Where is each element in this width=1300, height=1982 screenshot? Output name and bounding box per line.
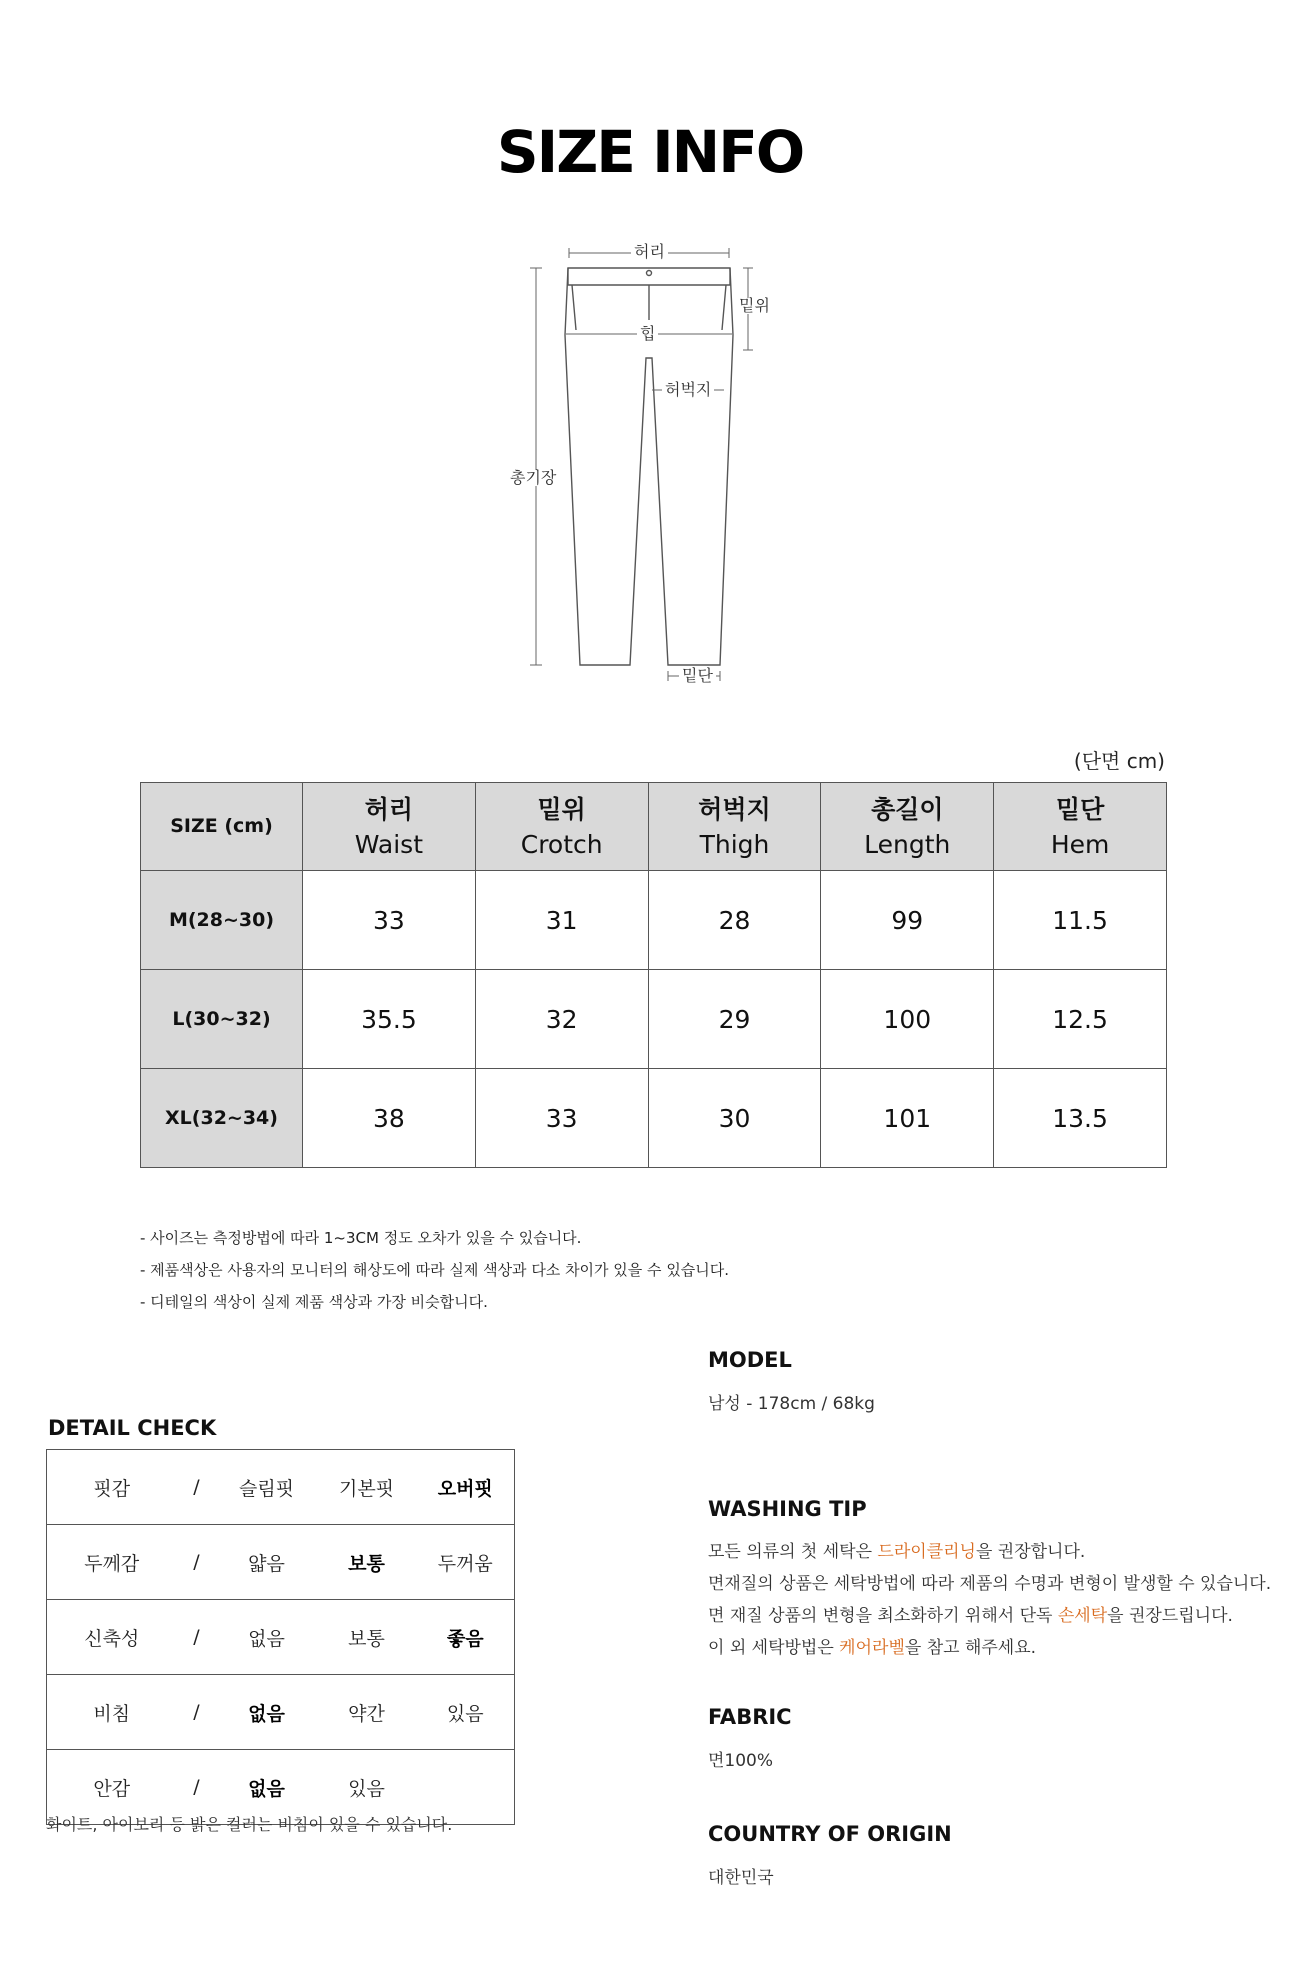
- column-header-waist: 허리 Waist: [303, 783, 476, 871]
- column-header-thigh: 허벅지 Thigh: [648, 783, 821, 871]
- detail-check-note: 화이트, 아이보리 등 밝은 컬러는 비침이 있을 수 있습니다.: [46, 1815, 453, 1834]
- table-cell: 13.5: [994, 1069, 1167, 1168]
- row-size-label: M(28~30): [141, 871, 303, 970]
- table-cell: 35.5: [303, 970, 476, 1069]
- washing-highlight: 드라이클리닝: [877, 1542, 976, 1562]
- detail-option: 있음: [317, 1750, 417, 1825]
- row-size-label: L(30~32): [141, 970, 303, 1069]
- detail-separator: /: [177, 1525, 217, 1600]
- diagram-label-hip: 힙: [637, 326, 658, 342]
- detail-option: 없음: [217, 1600, 317, 1675]
- note-line: - 제품색상은 사용자의 모니터의 해상도에 따라 실제 색상과 다소 차이가 있을 수 있습니다.: [140, 1261, 730, 1279]
- detail-label: 핏감: [47, 1450, 177, 1525]
- model-text: 남성 - 178cm / 68kg: [708, 1394, 875, 1414]
- diagram-label-thigh: 허벅지: [662, 382, 714, 398]
- detail-option-selected: 보통: [317, 1525, 417, 1600]
- table-cell: 101: [821, 1069, 994, 1168]
- diagram-label-crotch: 밑위: [736, 298, 773, 314]
- detail-option-selected: 없음: [217, 1750, 317, 1825]
- table-cell: 12.5: [994, 970, 1167, 1069]
- detail-label: 안감: [47, 1750, 177, 1825]
- detail-separator: /: [177, 1675, 217, 1750]
- washing-highlight: 케어라벨: [839, 1638, 905, 1658]
- table-row: [141, 1069, 1167, 1168]
- detail-option: 약간: [317, 1675, 417, 1750]
- washing-text: [708, 1536, 1271, 1664]
- detail-row-stretch: [47, 1600, 515, 1675]
- column-header-crotch: 밑위 Crotch: [475, 783, 648, 871]
- table-cell: 38: [303, 1069, 476, 1168]
- table-cell: 28: [648, 871, 821, 970]
- page-title: SIZE INFO: [496, 118, 804, 186]
- table-cell: 11.5: [994, 871, 1167, 970]
- detail-option: 슬림핏: [217, 1450, 317, 1525]
- detail-option: 보통: [317, 1600, 417, 1675]
- column-header-length: 총길이 Length: [821, 783, 994, 871]
- table-cell: 29: [648, 970, 821, 1069]
- detail-row-thickness: [47, 1525, 515, 1600]
- detail-option-selected: 오버핏: [417, 1450, 515, 1525]
- row-size-label: XL(32~34): [141, 1069, 303, 1168]
- detail-option-selected: 없음: [217, 1675, 317, 1750]
- diagram-label-length: 총기장: [507, 470, 559, 486]
- detail-row-sheerness: [47, 1675, 515, 1750]
- diagram-label-waist: 허리: [631, 244, 668, 260]
- table-cell: 33: [303, 871, 476, 970]
- origin-text: 대한민국: [708, 1868, 774, 1888]
- washing-line-1: 모든 의류의 첫 세탁은 드라이클리닝을 권장합니다.: [708, 1542, 1086, 1562]
- note-line: - 사이즈는 측정방법에 따라 1~3CM 정도 오차가 있을 수 있습니다.: [140, 1229, 582, 1247]
- size-table-corner: SIZE (cm): [141, 783, 303, 871]
- washing-line-4: 이 외 세탁방법은 케어라벨을 참고 해주세요.: [708, 1638, 1037, 1658]
- fabric-title: FABRIC: [708, 1705, 792, 1729]
- table-cell: 99: [821, 871, 994, 970]
- table-row: [141, 871, 1167, 970]
- washing-line-2: 면재질의 상품은 세탁방법에 따라 제품의 수명과 변형이 발생할 수 있습니다.: [708, 1574, 1272, 1594]
- detail-label: 신축성: [47, 1600, 177, 1675]
- size-notes: [140, 1222, 729, 1318]
- detail-option: 두꺼움: [417, 1525, 515, 1600]
- detail-label: 두께감: [47, 1525, 177, 1600]
- pants-diagram: [480, 240, 820, 710]
- detail-label: 비침: [47, 1675, 177, 1750]
- detail-option: 기본핏: [317, 1450, 417, 1525]
- table-cell: 32: [475, 970, 648, 1069]
- detail-option-selected: 좋음: [417, 1600, 515, 1675]
- detail-option: 얇음: [217, 1525, 317, 1600]
- detail-option: 있음: [417, 1675, 515, 1750]
- detail-check-title: DETAIL CHECK: [48, 1416, 217, 1440]
- unit-note: (단면 cm): [1073, 749, 1165, 773]
- washing-highlight: 손세탁: [1057, 1606, 1108, 1626]
- detail-check-table: [46, 1449, 515, 1825]
- note-line: - 디테일의 색상이 실제 제품 색상과 가장 비슷합니다.: [140, 1293, 488, 1311]
- table-cell: 30: [648, 1069, 821, 1168]
- model-title: MODEL: [708, 1348, 792, 1372]
- column-header-hem: 밑단 Hem: [994, 783, 1167, 871]
- table-row: [141, 970, 1167, 1069]
- table-cell: 33: [475, 1069, 648, 1168]
- size-table: [140, 782, 1167, 1168]
- detail-separator: /: [177, 1450, 217, 1525]
- detail-separator: /: [177, 1750, 217, 1825]
- table-cell: 100: [821, 970, 994, 1069]
- washing-line-3: 면 재질 상품의 변형을 최소화하기 위해서 단독 손세탁을 권장드립니다.: [708, 1606, 1233, 1626]
- fabric-text: 면100%: [708, 1751, 774, 1771]
- diagram-label-hem: 밑단: [679, 668, 716, 684]
- table-cell: 31: [475, 871, 648, 970]
- origin-title: COUNTRY OF ORIGIN: [708, 1822, 952, 1846]
- detail-separator: /: [177, 1600, 217, 1675]
- size-table-header: [141, 783, 1167, 871]
- detail-row-fit: [47, 1450, 515, 1525]
- washing-title: WASHING TIP: [708, 1497, 867, 1521]
